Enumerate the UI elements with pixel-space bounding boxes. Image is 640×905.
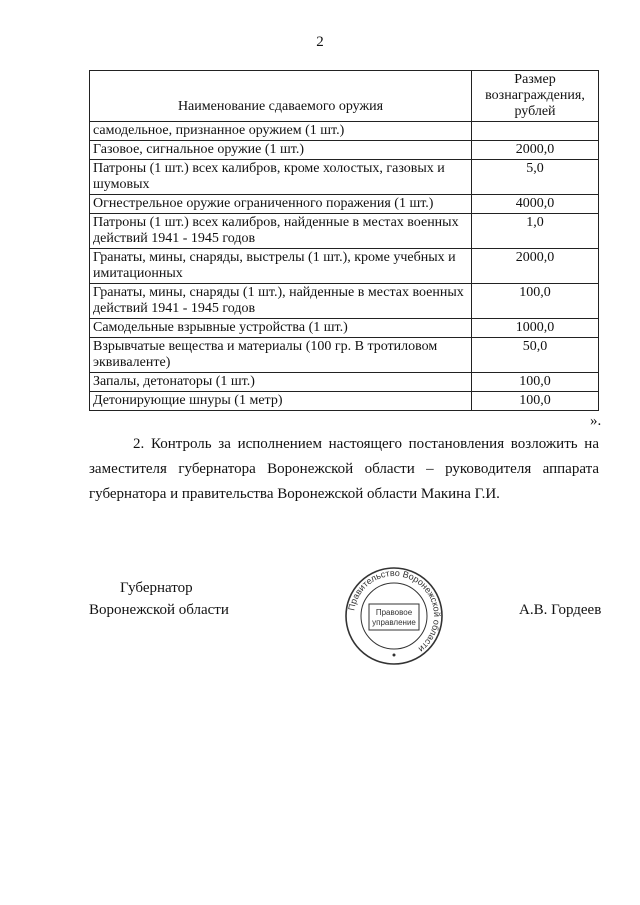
- table-body: [90, 122, 599, 411]
- reward-value-cell: 100,0: [472, 373, 599, 392]
- reward-value-cell: 1000,0: [472, 319, 599, 338]
- official-stamp: [344, 566, 444, 666]
- weapon-name-cell: Взрывчатые вещества и материалы (100 гр. В тротиловом эквиваленте): [90, 338, 472, 373]
- reward-value-cell: 5,0: [472, 160, 599, 195]
- weapon-name-cell: Огнестрельное оружие ограниченного поражения (1 шт.): [90, 195, 472, 214]
- signature-title: Губернатор: [120, 580, 193, 596]
- weapon-name-cell: Патроны (1 шт.) всех калибров, найденные в местах военных действий 1941 - 1945 годов: [90, 214, 472, 249]
- stamp-inner-line2: управление: [372, 618, 416, 627]
- table-row: [90, 160, 599, 195]
- table-row: [90, 249, 599, 284]
- reward-value-cell: 2000,0: [472, 249, 599, 284]
- control-paragraph: [89, 432, 599, 507]
- weapon-name-cell: Газовое, сигнальное оружие (1 шт.): [90, 141, 472, 160]
- reward-value-cell: 50,0: [472, 338, 599, 373]
- reward-value-cell: [472, 122, 599, 141]
- weapon-name-cell: Патроны (1 шт.) всех калибров, кроме холостых, газовых и шумовых: [90, 160, 472, 195]
- reward-table: [89, 70, 599, 411]
- reward-value-cell: 4000,0: [472, 195, 599, 214]
- paragraph-text: 2. Контроль за исполнением настоящего постановления возложить на заместителя губернатора Воронежской области – руководителя аппарата губернатора и правительства Воронежской области Макина Г.И.: [89, 436, 599, 502]
- header-reward: Размер вознаграждения, рублей: [472, 71, 599, 122]
- reward-value-cell: 100,0: [472, 392, 599, 411]
- signature-name: А.В. Гордеев: [519, 602, 602, 618]
- reward-value-cell: 2000,0: [472, 141, 599, 160]
- weapon-name-cell: Гранаты, мины, снаряды (1 шт.), найденные в местах военных действий 1941 - 1945 годов: [90, 284, 472, 319]
- header-weapon-name: Наименование сдаваемого оружия: [90, 71, 472, 122]
- page-number: 2: [316, 34, 324, 50]
- table-header-row: [90, 71, 599, 122]
- table-row: [90, 214, 599, 249]
- stamp-star-dot: [393, 654, 396, 657]
- reward-value-cell: 1,0: [472, 214, 599, 249]
- weapon-name-cell: Самодельные взрывные устройства (1 шт.): [90, 319, 472, 338]
- signature-region: Воронежской области: [89, 602, 229, 618]
- table-row: [90, 338, 599, 373]
- table-row: [90, 284, 599, 319]
- weapon-name-cell: самодельное, признанное оружием (1 шт.): [90, 122, 472, 141]
- weapon-name-cell: Запалы, детонаторы (1 шт.): [90, 373, 472, 392]
- table-row: [90, 373, 599, 392]
- table-row: [90, 392, 599, 411]
- table-row: [90, 122, 599, 141]
- weapon-name-cell: Детонирующие шнуры (1 метр): [90, 392, 472, 411]
- stamp-ring-text: Правительство Воронежской области: [346, 567, 443, 655]
- closing-quote: ».: [590, 413, 602, 429]
- reward-value-cell: 100,0: [472, 284, 599, 319]
- stamp-inner-line1: Правовое: [375, 608, 413, 617]
- table-row: [90, 319, 599, 338]
- table-row: [90, 141, 599, 160]
- table-row: [90, 195, 599, 214]
- weapon-name-cell: Гранаты, мины, снаряды, выстрелы (1 шт.), кроме учебных и имитационных: [90, 249, 472, 284]
